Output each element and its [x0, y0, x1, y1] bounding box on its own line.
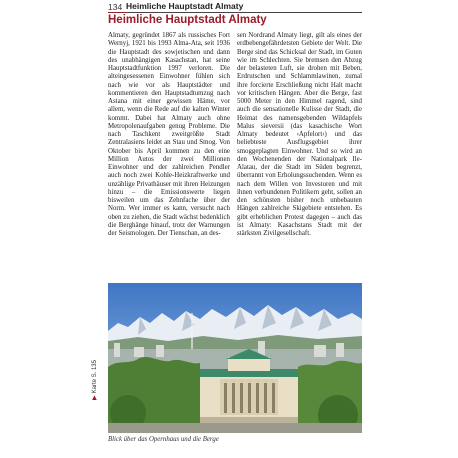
- plaza: [108, 423, 362, 433]
- photo-caption: Blick über das Opernhaus und die Berge: [108, 436, 219, 443]
- map-reference: [91, 360, 98, 400]
- header-rule: [108, 12, 362, 13]
- header-rule-accent: [108, 12, 125, 13]
- arrow-icon: ▶: [92, 395, 98, 400]
- article-title: Heimliche Hauptstadt Almaty: [108, 14, 267, 26]
- right-column-text: sen Nordrand Almaty liegt, gilt als eines der erdbebengefährdetsten Gebiete der Welt. Die Berge sind das Schicksal der Stadt, im Guten wie im Schlechten. Sie bremsen den Abzug der belasteten Luft, sie drohen mit Beben, Erdrutschen und Schlammlawinen, zumal ihre forcierte Erschließung nicht Halt macht vor kritischen Hängen. Aber die Berge, fast 5000 Meter in den Himmel ragend, sind auch die sensationelle Kulisse der Stadt, die Heimat des namensgebenden Wildapfels Malus sieversii (das kasachische Wort Almaty bedeutet ›Apfelort‹) und das beliebteste Ausflugsgebiet ihrer smoggeplagten Einwohner. Und so wird an den Wochenenden der Nationalpark Ile-Alatau, der die Stadt im Süden begrenzt, überrannt von Erholungssuchenden. Wenn es nach dem Willen von Investoren und mit ihnen verbundenen Politikern geht, sollen an den schönsten bisher noch unbebauten Hängen zahlreiche Skigebiete entstehen. Es gibt erheblichen Protest dagegen – auch das ist Almaty: Kasachstans Stadt mit der stärksten Zivilgesellschaft.: [237, 32, 362, 237]
- map-reference-label: Karte S. 135: [92, 360, 98, 394]
- running-head: Heimliche Hauptstadt Almaty: [126, 1, 244, 11]
- page-number: 134: [108, 2, 123, 12]
- opera-house-photo: [108, 283, 362, 433]
- left-column-text: Almaty, gegründet 1867 als russisches Fort Wernyj, 1921 bis 1993 Alma-Ata, seit 1936 die Hauptstadt des sowjetischen und dann des unabhängigen Kasachstan, hat seine Hauptstadtfunktion 1997 verloren. Die alteingesessenen Einwohner fühlen sich nach wie vor als Hauptstädter und kommentieren den Hauptstadtumzug nach Astana mit einer gewissen Häme, vor allem, wenn die Rede auf die kalten Winter kommt. Dabei hat Almaty auch ohne Metropolenaufgaben genug Probleme. Die nach Taschkent zweitgrößte Stadt Zentralasiens leidet an Stau und Smog. Von Oktober bis April kommen zu den eine Million Autos der zwei Millionen Einwohner und der zahlreichen Pendler auch noch zwei Kohle-Heizkraftwerke und unzählige Privathäuser mit ihren Heizungen hinzu – die Emissionswerte liegen bisweilen um das Zehnfache über der Norm. Wer immer es kann, versucht nach oben zu ziehen, die Stadt wächst bedenklich die Berghänge hinauf, trotz der Warnungen der Seismologen. Der Tienschan, an des-: [108, 32, 230, 237]
